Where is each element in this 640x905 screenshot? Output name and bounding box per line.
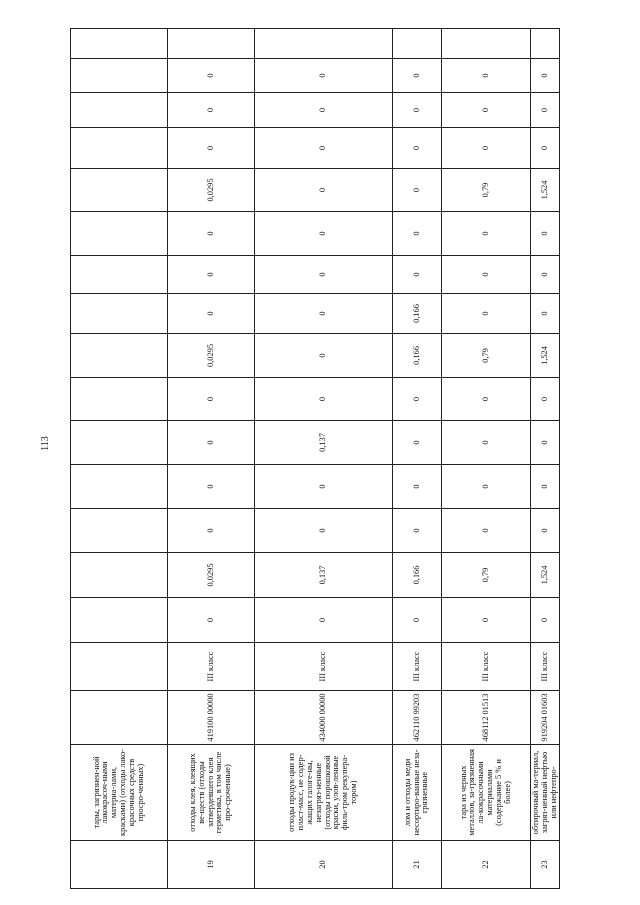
value-cell: 0 [168,59,255,93]
table-row [255,29,393,889]
value-cell: 0 [442,465,531,509]
row-number [71,841,168,889]
value-cell: 0 [255,294,393,334]
value-cell: 0,166 [393,294,442,334]
value-cell: 0,79 [442,334,531,378]
waste-table [70,28,560,889]
value-cell: 0 [531,294,560,334]
value-cell: 0 [531,378,560,421]
row-number: 19 [168,841,255,889]
table-row [71,29,168,889]
value-cell [71,598,168,643]
value-cell: 0 [255,378,393,421]
value-cell: 0 [531,128,560,169]
value-cell [71,378,168,421]
value-cell: 0 [442,212,531,256]
value-cell [442,29,531,59]
value-cell: 0 [168,598,255,643]
value-cell: 0 [531,465,560,509]
value-cell: 0 [255,465,393,509]
waste-name: отходы клея, клеящих ве-ществ (отходы затвердевшего клея герметика, в том числе про-сроченные) [168,745,255,841]
waste-code: 462110 99203 [393,691,442,745]
row-number: 20 [255,841,393,889]
value-cell: 0,79 [442,169,531,212]
value-cell [71,553,168,598]
value-cell: 0 [442,59,531,93]
value-cell [71,59,168,93]
table-row [442,29,531,889]
value-cell [531,29,560,59]
waste-code [71,691,168,745]
value-cell: 0 [393,598,442,643]
value-cell [71,169,168,212]
value-cell: 0 [255,59,393,93]
value-cell: 0 [168,128,255,169]
value-cell: 0 [531,509,560,553]
waste-code: 468112 01513 [442,691,531,745]
value-cell [71,128,168,169]
value-cell: 0 [393,59,442,93]
value-cell: 0 [393,212,442,256]
value-cell: 0 [442,128,531,169]
value-cell: 0,0295 [168,553,255,598]
value-cell: 0 [255,598,393,643]
value-cell: 0,79 [442,553,531,598]
value-cell: 0 [531,93,560,128]
value-cell: 0,137 [255,553,393,598]
value-cell: 0 [442,294,531,334]
value-cell: 1,524 [531,169,560,212]
value-cell: 0 [393,169,442,212]
waste-code: 434000 00000 [255,691,393,745]
waste-name: тары, загрязнен-ной лакокрасоч-ными материа-лами, красками) (отходы лако-красочных средств просро-ченных) [71,745,168,841]
value-cell: 0 [255,334,393,378]
value-cell: 0 [255,128,393,169]
value-cell: 0 [442,598,531,643]
value-cell: 0 [168,421,255,465]
value-cell: 0 [393,465,442,509]
table-row [168,29,255,889]
value-cell: 0 [531,598,560,643]
hazard-class: III класс [255,643,393,691]
value-cell [393,29,442,59]
value-cell [71,212,168,256]
value-cell: 0 [442,378,531,421]
value-cell [71,294,168,334]
hazard-class: III класс [531,643,560,691]
value-cell: 0 [442,509,531,553]
value-cell [71,93,168,128]
hazard-class: III класс [393,643,442,691]
row-number: 21 [393,841,442,889]
value-cell [71,421,168,465]
value-cell: 0 [393,128,442,169]
waste-name: тара из черных металлов, за-грязненная ла-кокрасочными материалами (содержание 5 % и более) [442,745,531,841]
value-cell [71,256,168,294]
value-cell: 0,0295 [168,334,255,378]
value-cell: 0 [442,256,531,294]
value-cell: 0 [255,509,393,553]
value-cell: 0 [531,256,560,294]
value-cell [168,29,255,59]
value-cell: 0 [168,378,255,421]
value-cell: 0 [255,256,393,294]
value-cell: 0 [531,421,560,465]
value-cell: 0 [168,509,255,553]
value-cell: 0 [168,294,255,334]
value-cell: 0,137 [255,421,393,465]
value-cell: 1,524 [531,334,560,378]
value-cell: 0 [168,256,255,294]
value-cell: 0 [531,59,560,93]
value-cell: 0 [255,212,393,256]
value-cell: 0,166 [393,334,442,378]
value-cell [255,29,393,59]
waste-name: лом и отходы меди несортиро-ванные неза-грязненные [393,745,442,841]
value-cell: 0,166 [393,553,442,598]
hazard-class: III класс [168,643,255,691]
waste-name: отходы продук-ции из пласт-масс, не содер-жащих галоге-ны, незагряз-ненные (отходы порошковой краски, улов-ленные филь-тром рекупера-тором) [255,745,393,841]
value-cell: 1,524 [531,553,560,598]
value-cell: 0 [393,256,442,294]
value-cell [71,334,168,378]
value-cell: 0 [168,465,255,509]
value-cell [71,29,168,59]
value-cell: 0 [531,212,560,256]
table-row [531,29,560,889]
value-cell: 0 [168,93,255,128]
value-cell: 0 [393,93,442,128]
row-number: 23 [531,841,560,889]
value-cell: 0 [255,93,393,128]
waste-code: 919204 01603 [531,691,560,745]
waste-name: обтирочный ма-териал, загряз-ненный нефтью или нефтепро- [531,745,560,841]
value-cell: 0 [393,378,442,421]
value-cell: 0 [393,509,442,553]
value-cell: 0,0295 [168,169,255,212]
value-cell: 0 [255,169,393,212]
waste-code: 419100 00000 [168,691,255,745]
value-cell: 0 [168,212,255,256]
value-cell [71,465,168,509]
value-cell [71,509,168,553]
page-number: 113 [39,436,51,451]
hazard-class: III класс [442,643,531,691]
value-cell: 0 [442,93,531,128]
hazard-class [71,643,168,691]
row-number: 22 [442,841,531,889]
table-row [393,29,442,889]
value-cell: 0 [393,421,442,465]
value-cell: 0 [442,421,531,465]
